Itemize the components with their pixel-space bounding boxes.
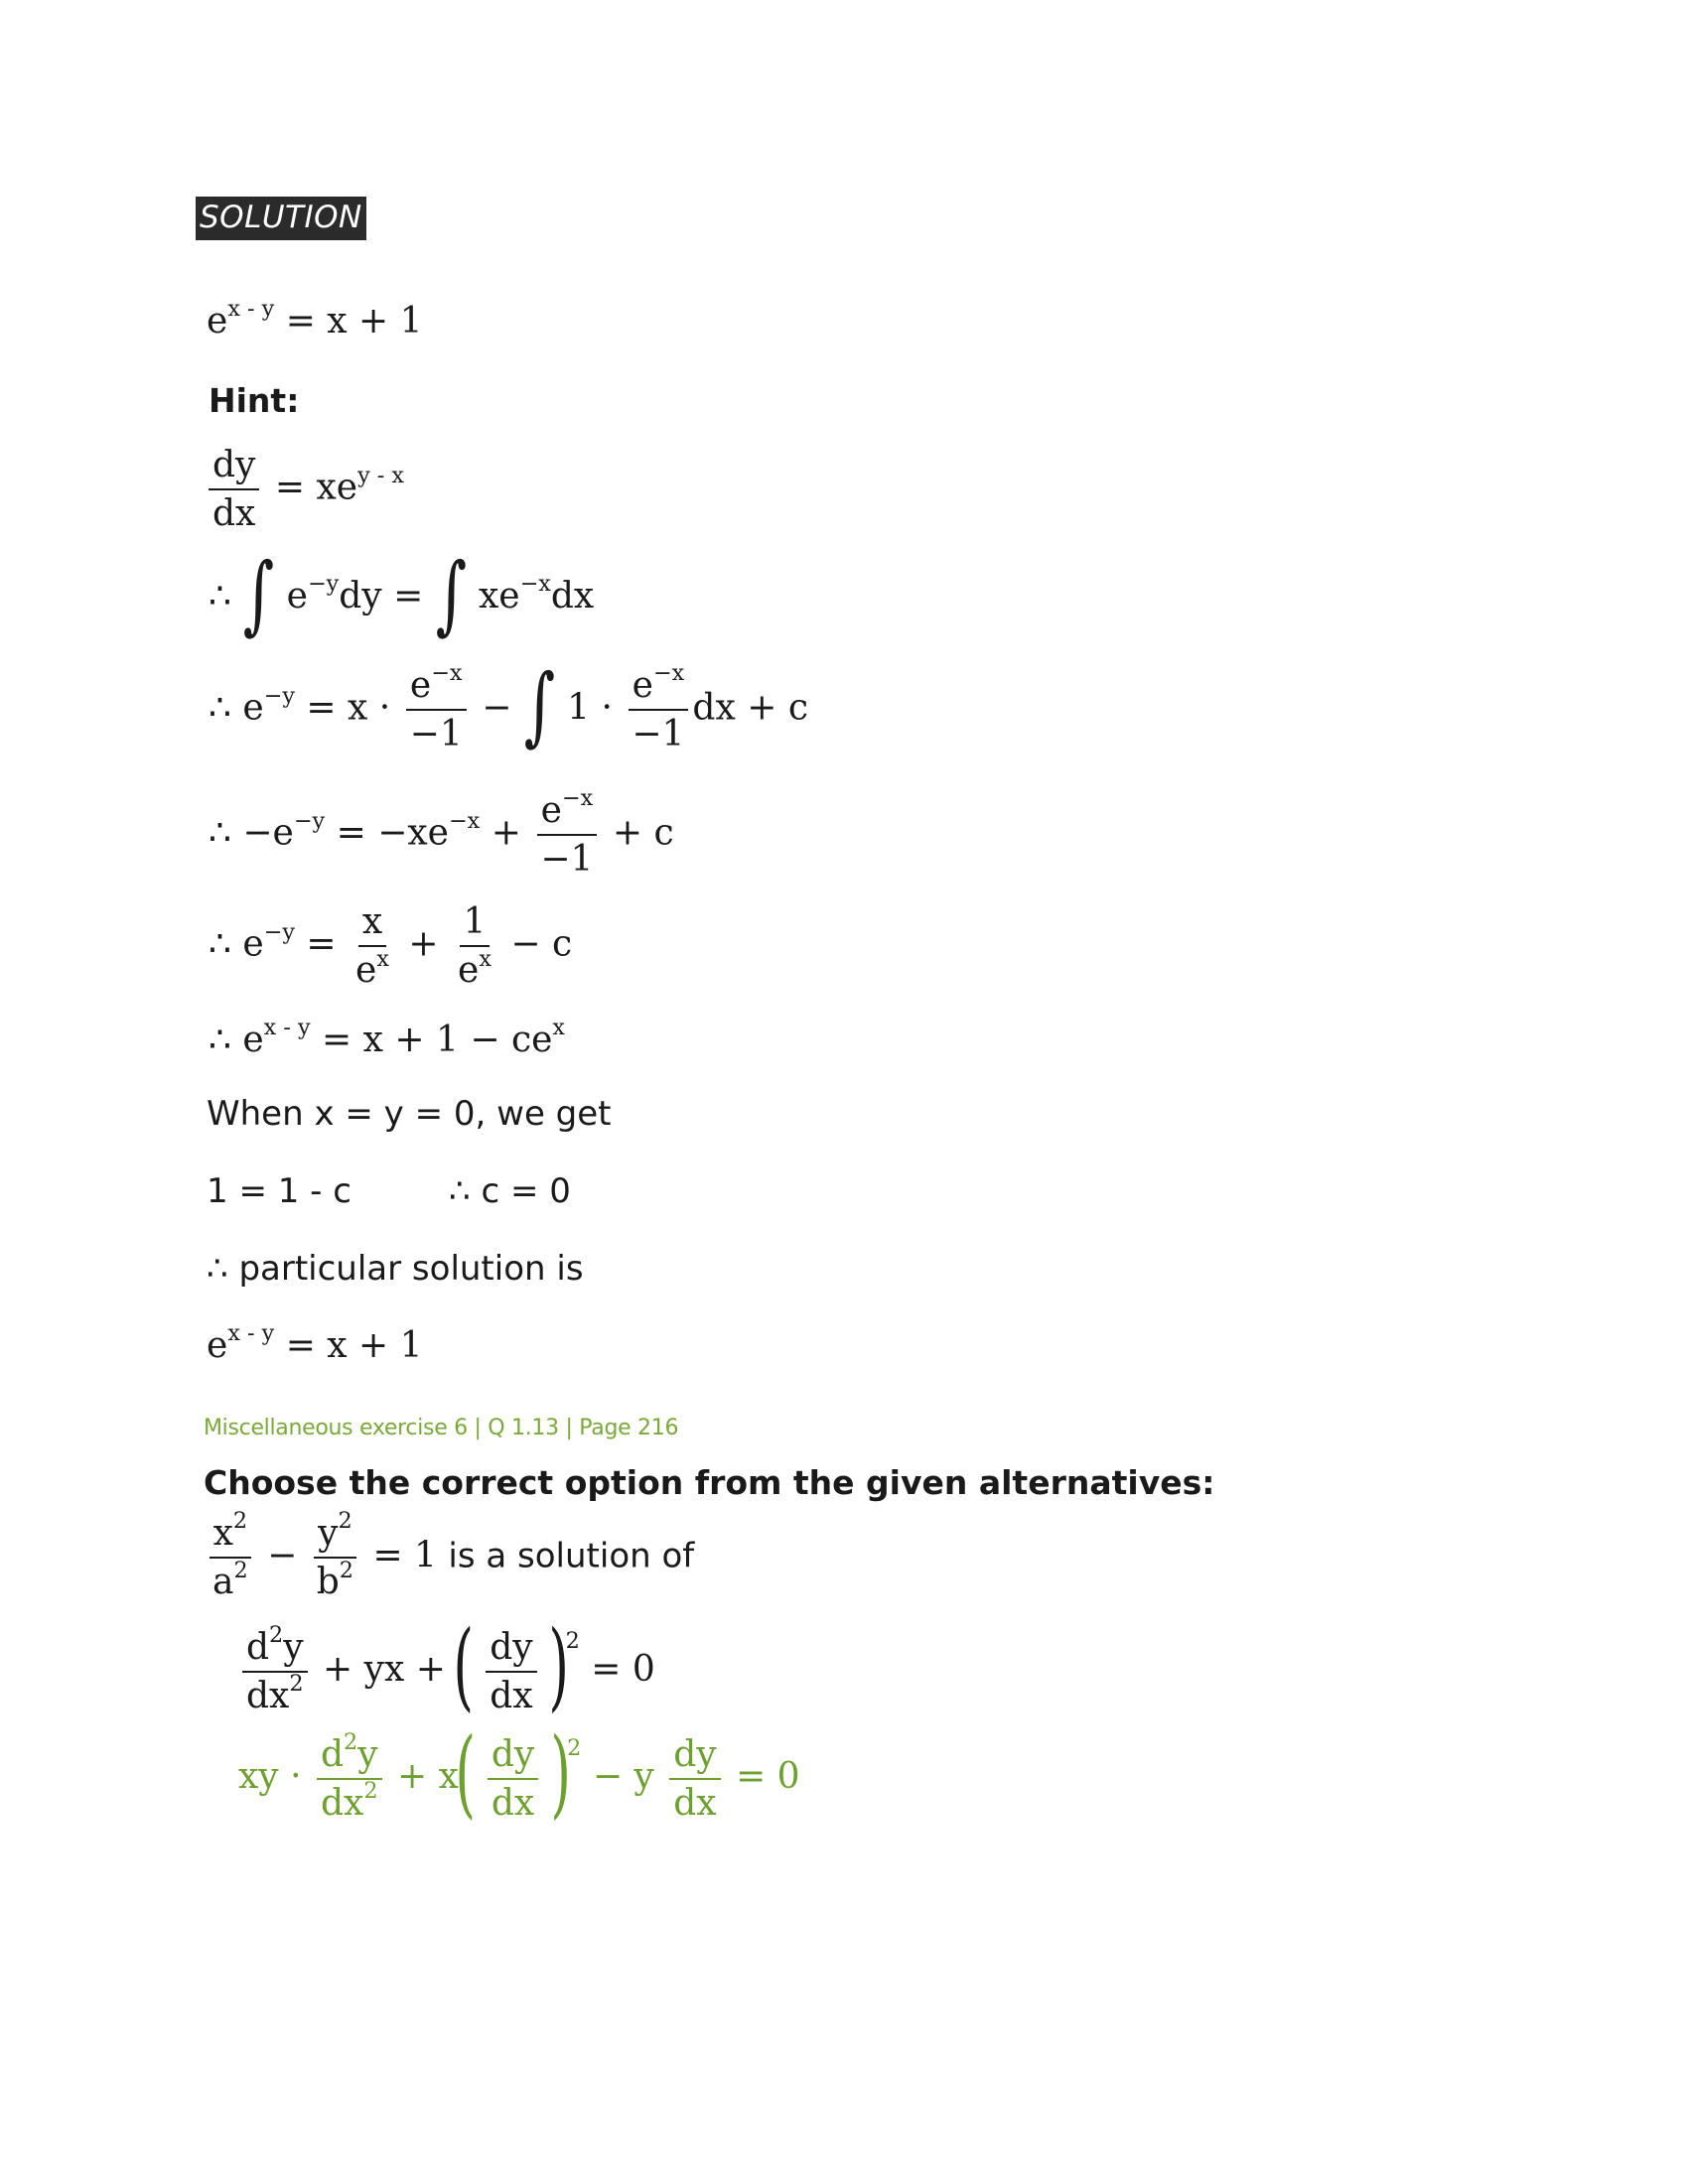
fraction: $\frac{dy}{dx}$	[669, 1734, 720, 1825]
solution-badge	[196, 197, 366, 240]
fraction: $\frac{d^2y}{dx^2}$	[242, 1627, 308, 1717]
fraction: $\frac{dy}{dx}$	[488, 1734, 538, 1825]
eq-rhs: = x + 1	[285, 301, 423, 341]
fraction: $\frac{dy}{dx}$	[486, 1627, 536, 1717]
exercise-reference: Miscellaneous exercise 6 | Q 1.13 | Page 216	[204, 1416, 679, 1440]
fraction: $\frac{e^{-x}}{-1}$	[628, 665, 688, 755]
text-c-right: ∴ c = 0	[449, 1171, 571, 1211]
step-derivative: $\frac{dy}{dx}$ = $xe^{y - x}$	[205, 445, 404, 535]
eq-base: e	[207, 301, 228, 341]
step-general-solution: ∴ $e^{x - y} = x + 1 - ce^x$	[209, 1015, 566, 1060]
option-b-correct[interactable]: xy · $\frac{d^2y}{dx^2}$ + x( $\frac{dy}{dx}$ )$^2$ − y $\frac{dy}{dx}$ = 0	[238, 1717, 800, 1829]
integral-sign: ∫	[435, 545, 467, 644]
question-statement: $\frac{x^2}{a^2}$ − $\frac{y^2}{b^2}$ = 1 is a solution of	[205, 1513, 694, 1603]
fraction: $\frac{x^2}{a^2}$	[209, 1513, 252, 1603]
fraction: $\frac{e^{-x}}{-1}$	[406, 665, 467, 755]
option-a[interactable]: $\frac{d^2y}{dx^2}$ + yx + ( $\frac{dy}{dx}$ )$^2$ = 0	[238, 1624, 655, 1719]
eq-exp: x - y	[227, 296, 275, 323]
text-particular: ∴ particular solution is	[207, 1249, 584, 1289]
text-c-left: 1 = 1 - c	[207, 1171, 352, 1211]
step-rearrange: ∴ $e^{-y}$ = $\frac{x}{e^x}$ + $\frac{1}{e^x}$ − c	[209, 901, 573, 992]
step-simplify: ∴ $-e^{-y} = -xe^{-x}$ + $\frac{e^{-x}}{-1}$ + c	[209, 785, 674, 881]
fraction: $\frac{y^2}{b^2}$	[313, 1513, 357, 1603]
final-equation: $e^{x - y} = x + 1$	[207, 1320, 423, 1366]
given-equation	[207, 296, 423, 341]
integral-sign: ∫	[523, 656, 555, 756]
hint-label: Hint:	[209, 381, 300, 420]
fraction: $\frac{1}{e^x}$	[458, 901, 492, 992]
solution-label: SOLUTION	[200, 200, 362, 235]
fraction: $\frac{x}{e^x}$	[355, 901, 389, 992]
step-integrate: ∴ ∫ $e^{-y}dy$ = ∫ $xe^{-x}dx$	[209, 545, 595, 644]
dy-dx-fraction: $\frac{dy}{dx}$	[209, 445, 259, 535]
question-heading: Choose the correct option from the given alternatives:	[204, 1463, 1215, 1502]
fraction: $\frac{d^2y}{dx^2}$	[317, 1734, 382, 1825]
step-by-parts: ∴ $e^{-y} = x$ · $\frac{e^{-x}}{-1}$ − ∫ 1 · $\frac{e^{-x}}{-1}$ dx + c	[209, 656, 808, 756]
fraction: $\frac{e^{-x}}{-1}$	[536, 790, 597, 881]
text-when: When x = y = 0, we get	[207, 1094, 612, 1134]
integral-sign: ∫	[243, 545, 275, 644]
